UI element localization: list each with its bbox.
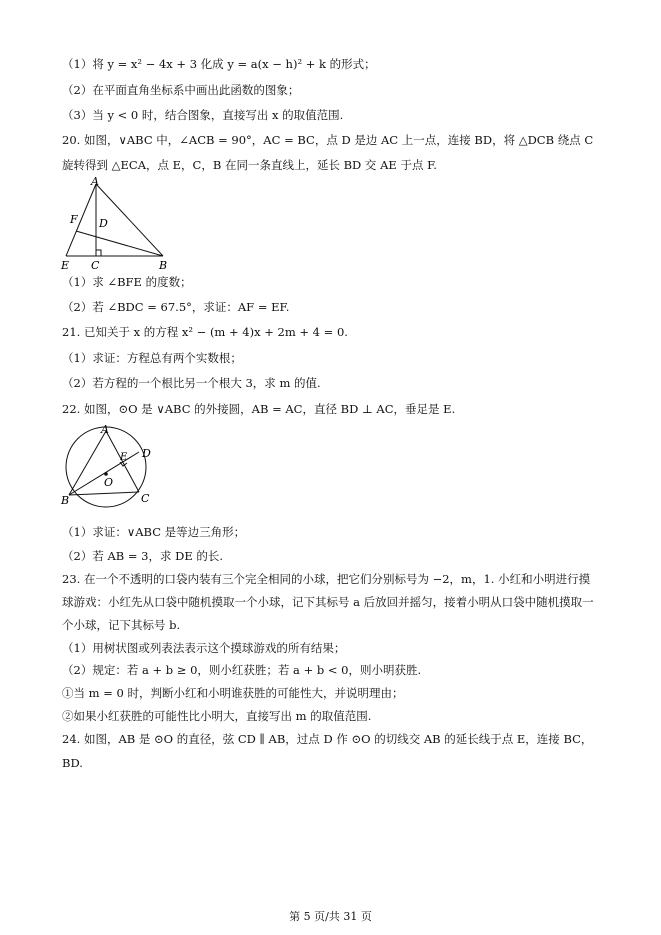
label-F: F: [70, 213, 78, 226]
label-O: O: [104, 476, 114, 489]
label-A: A: [101, 423, 109, 436]
line-q20-1: （1）求 ∠BFE 的度数；: [62, 275, 192, 289]
line-q21-1: （1）求证：方程总有两个实数根；: [62, 351, 242, 365]
line-q20-stem-2: 旋转得到 △ECA，点 E，C，B 在同一条直线上，延长 BD 交 AE 于点 F.: [62, 158, 437, 172]
line-q23-1: （1）用树状图或列表法表示这个摸球游戏的所有结果；: [62, 641, 346, 655]
label-C: C: [91, 259, 100, 272]
line-q20-2: （2）若 ∠BDC = 67.5°，求证：AF = EF.: [62, 300, 290, 314]
line-q24-stem-1: 24. 如图，AB 是 ⊙O 的直径，弦 CD ∥ AB，过点 D 作 ⊙O 的切线交 AB 的延长线于点 E，连接 BC，: [62, 732, 593, 746]
line-q23-2: （2）规定：若 a + b ≥ 0，则小红获胜；若 a + b < 0，则小明获胜.: [62, 663, 422, 677]
label-E: E: [61, 259, 70, 272]
page-footer: 第 5 页/共 31 页: [289, 910, 372, 923]
line-q23-2-1: ①当 m = 0 时，判断小红和小明谁获胜的可能性大，并说明理由；: [62, 686, 404, 700]
label-D: D: [142, 447, 151, 460]
label-D: D: [99, 217, 108, 230]
line-q23-stem-3: 个小球，记下其标号 b.: [62, 618, 181, 632]
label-E: E: [120, 452, 128, 463]
line-q24-stem-2: BD.: [62, 756, 83, 770]
line-q22-stem: 22. 如图，⊙O 是 ∨ABC 的外接圆，AB = AC，直径 BD ⊥ AC，垂足是 E.: [62, 402, 456, 416]
segment-FB: [76, 231, 163, 256]
line-q21-stem: 21. 已知关于 x 的方程 x² − (m + 4)x + 2m + 4 = 0.: [62, 325, 348, 339]
figure-q22-circle: [58, 422, 158, 512]
figure-q20-triangle: [55, 176, 180, 272]
line-q22-1: （1）求证：∨ABC 是等边三角形；: [62, 525, 246, 539]
label-C: C: [141, 492, 150, 505]
label-B: B: [159, 259, 168, 272]
segment-AB: [69, 431, 106, 495]
label-B: B: [61, 494, 70, 507]
line-q21-2: （2）若方程的一个根比另一个根大 3，求 m 的值.: [62, 376, 321, 390]
line-q19-3: （3）当 y < 0 时，结合图象，直接写出 x 的取值范围.: [62, 108, 344, 122]
line-q19-1: （1）将 y = x² − 4x + 3 化成 y = a(x − h)² + k 的形式；: [62, 57, 376, 71]
line-q22-2: （2）若 AB = 3，求 DE 的长.: [62, 549, 224, 563]
label-A: A: [91, 176, 99, 188]
line-q20-stem-1: 20. 如图，∨ABC 中，∠ACB = 90°，AC = BC，点 D 是边 AC 上一点，连接 BD，将 △DCB 绕点 C: [62, 133, 594, 147]
segment-BC: [69, 492, 139, 495]
line-q23-stem-2: 球游戏：小红先从口袋中随机摸取一个小球，记下其标号 a 后放回并摇匀，接着小明从口袋中随机摸取一: [62, 595, 594, 609]
line-q23-2-2: ②如果小红获胜的可能性比小明大，直接写出 m 的取值范围.: [62, 709, 372, 723]
line-q23-stem-1: 23. 在一个不透明的口袋内装有三个完全相同的小球，把它们分别标号为 −2，m，1. 小红和小明进行摸: [62, 572, 591, 586]
right-angle-mark: [96, 250, 101, 256]
line-q19-2: （2）在平面直角坐标系中画出此函数的图象；: [62, 83, 300, 97]
